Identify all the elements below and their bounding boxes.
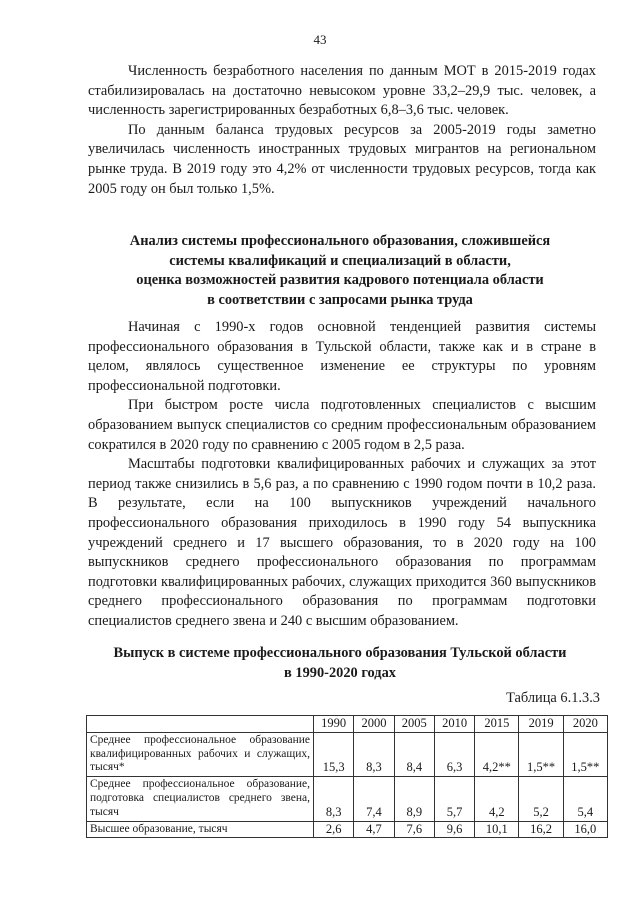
table-cell: 8,3 <box>354 732 394 776</box>
table-row <box>87 732 608 776</box>
table-cell: 2,6 <box>314 821 354 838</box>
heading-line: системы квалификаций и специализаций в области, <box>169 252 511 269</box>
year-header: 2019 <box>519 716 563 733</box>
paragraph: Начиная с 1990-х годов основной тенденцией развития системы профессионального образования в Тульской области, также как и в стране в целом, являлось существенное изменение ее структуры по уровням профессиональной подготовки. <box>88 319 596 394</box>
table-cell: 7,4 <box>354 777 394 821</box>
table-cell: 16,0 <box>563 821 607 838</box>
year-header: 2020 <box>563 716 607 733</box>
page-number: 43 <box>313 32 327 47</box>
intro-text <box>88 62 596 199</box>
main-text <box>88 318 596 632</box>
table-row <box>87 777 608 821</box>
paragraph: По данным баланса трудовых ресурсов за 2005-2019 годы заметно увеличилась численность иностранных трудовых мигрантов на региональном рынке труда. В 2019 году это 4,2% от численности трудовых ресурсов, тогда как 2005 году он был только 1,5%. <box>88 121 596 197</box>
row-label: Среднее профессиональное образование, подготовка специалистов среднего звена, тысяч <box>87 777 314 821</box>
table-cell: 16,2 <box>519 821 563 838</box>
table-cell: 4,2** <box>475 732 519 776</box>
table-row <box>87 821 608 838</box>
year-header: 2015 <box>475 716 519 733</box>
paragraph: При быстром росте числа подготовленных специалистов с высшим образованием выпуск специалистов со средним профессиональным образованием сократился в 2020 году по сравнению с 2005 годом в 2,5 раза. <box>88 397 596 453</box>
table-title <box>80 644 600 683</box>
year-header: 2000 <box>354 716 394 733</box>
graduates-table <box>86 715 608 838</box>
table-cell: 1,5** <box>563 732 607 776</box>
year-header: 1990 <box>314 716 354 733</box>
heading-line: в соответствии с запросами рынка труда <box>207 291 473 308</box>
table-cell: 8,3 <box>314 777 354 821</box>
table-cell: 4,7 <box>354 821 394 838</box>
table-cell: 9,6 <box>434 821 474 838</box>
row-label: Высшее образование, тысяч <box>87 821 314 838</box>
table-caption: Таблица 6.1.3.3 <box>506 690 600 706</box>
table-cell: 8,9 <box>394 777 434 821</box>
table-cell: 5,2 <box>519 777 563 821</box>
table-cell: 5,4 <box>563 777 607 821</box>
table-cell: 15,3 <box>314 732 354 776</box>
year-header: 2010 <box>434 716 474 733</box>
table-cell: 1,5** <box>519 732 563 776</box>
heading-line: оценка возможностей развития кадрового потенциала области <box>136 272 544 289</box>
table-cell: 6,3 <box>434 732 474 776</box>
table-header-row <box>87 716 608 733</box>
table-cell: 5,7 <box>434 777 474 821</box>
table-title-line: в 1990-2020 годах <box>284 664 396 681</box>
paragraph: Численность безработного населения по данным МОТ в 2015-2019 годах стабилизировалась на достаточно невысоком уровне 33,2–29,9 тыс. человек, а численность зарегистрированных безработных 6,8–3,6 тыс. человек. <box>88 63 596 119</box>
table-cell: 7,6 <box>394 821 434 838</box>
heading-line: Анализ системы профессионального образования, сложившейся <box>129 233 551 249</box>
table-title-line: Выпуск в системе профессионального образования Тульской области <box>113 645 567 661</box>
row-label: Среднее профессиональное образование квалифицированных рабочих и служащих, тысяч* <box>87 732 314 776</box>
year-header: 2005 <box>394 716 434 733</box>
section-heading <box>80 232 600 310</box>
table-cell: 10,1 <box>475 821 519 838</box>
table-header-empty <box>87 716 314 733</box>
table-cell: 4,2 <box>475 777 519 821</box>
paragraph: Масштабы подготовки квалифицированных рабочих и служащих за этот период также снизились в 5,6 раз, а по сравнению с 1990 годом почти в 10,2 раза. В результате, если на 100 выпускников учреждений начального профессионального образования приходилось в 1990 году 54 выпускника учреждений среднего и 17 высшего образования, то в 2020 году на 100 выпускников среднего профессионального образования по программам подготовки квалифицированных рабочих, служащих приходится 360 выпускников среднего профессионального образования по программам подготовки специалистов среднего звена и 240 с высшим образованием. <box>88 456 596 629</box>
table-cell: 8,4 <box>394 732 434 776</box>
